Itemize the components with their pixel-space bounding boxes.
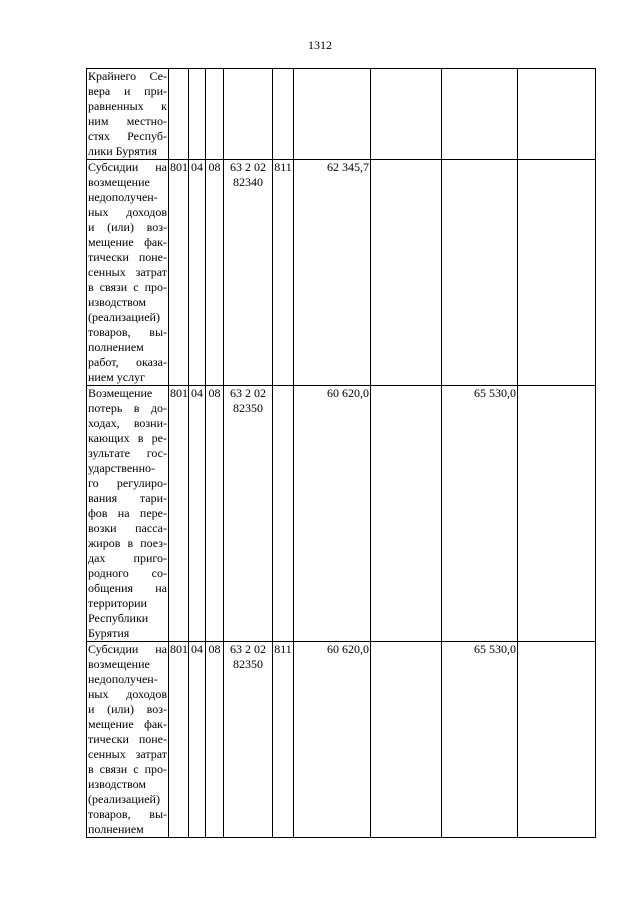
table-row — [87, 642, 596, 838]
table-row — [87, 386, 596, 642]
row-name-line: тически поне- — [88, 250, 167, 264]
row-name-line: Республики — [88, 611, 149, 625]
subsection-code-cell: 08 — [206, 642, 224, 838]
row-name-line: работ, оказа- — [88, 355, 167, 369]
amount-cell-3: 65 530,0 — [442, 642, 518, 838]
amount-cell-2 — [371, 386, 442, 642]
amount-cell-4 — [518, 69, 596, 160]
row-name-line: Бурятия — [88, 626, 130, 640]
row-name-line: жиров в поез- — [88, 536, 167, 550]
row-name-line: тически поне- — [88, 732, 167, 746]
row-name-line: потерь в до- — [88, 401, 167, 415]
row-name-line: полнением — [88, 340, 144, 354]
ministry-code-cell: 801 — [169, 160, 189, 386]
row-name-line: товаров, вы- — [88, 807, 167, 821]
row-name-line: и (или) воз- — [88, 702, 167, 716]
amount-cell-3 — [442, 69, 518, 160]
section-code-cell: 04 — [189, 642, 206, 838]
ministry-code-cell — [169, 69, 189, 160]
row-name-line: ных доходов — [88, 687, 167, 701]
row-name-line: равненных к — [88, 99, 167, 113]
row-name-line: и (или) воз- — [88, 220, 167, 234]
row-name-line: Субсидии на — [88, 642, 167, 656]
amount-cell-1: 60 620,0 — [294, 642, 371, 838]
row-name-line: территории — [88, 596, 147, 610]
row-name-line: ним местно- — [88, 114, 167, 128]
row-name-line: недополучен- — [88, 672, 158, 686]
row-name-line: изводством — [88, 295, 147, 309]
target-article-cell: 63 2 02 82350 — [224, 642, 273, 838]
row-name-line: зультате гос- — [88, 446, 167, 460]
row-name-line: в связи с про- — [88, 280, 167, 294]
row-name-line: лики Бурятия — [88, 144, 157, 158]
table-row — [87, 160, 596, 386]
row-name-line: (реализацией) — [88, 792, 160, 806]
amount-cell-4 — [518, 642, 596, 838]
row-name-line: полнением — [88, 822, 144, 836]
page-number: 1312 — [308, 38, 332, 52]
row-name-line: вера и при- — [88, 84, 167, 98]
amount-cell-4 — [518, 386, 596, 642]
row-name-line: Субсидии на — [88, 160, 167, 174]
row-name-line: ных доходов — [88, 205, 167, 219]
row-name-cell — [87, 386, 169, 642]
row-name-line: Возмещение — [88, 386, 153, 400]
row-name-line: недополучен- — [88, 190, 158, 204]
expense-type-cell — [273, 69, 294, 160]
row-name-line: дах приго- — [88, 551, 167, 565]
row-name-line: сенных затрат — [88, 265, 167, 279]
section-code-cell: 04 — [189, 386, 206, 642]
target-article-cell: 63 2 02 82340 — [224, 160, 273, 386]
amount-cell-2 — [371, 69, 442, 160]
row-name-line: Крайнего Се- — [88, 69, 167, 83]
table-row — [87, 69, 596, 160]
amount-cell-3 — [442, 160, 518, 386]
row-name-line: нием услуг — [88, 370, 145, 384]
row-name-cell — [87, 69, 169, 160]
expense-type-cell: 811 — [273, 160, 294, 386]
ministry-code-cell: 801 — [169, 386, 189, 642]
row-name-line: сенных затрат — [88, 747, 167, 761]
subsection-code-cell — [206, 69, 224, 160]
row-name-line: в связи с про- — [88, 762, 167, 776]
section-code-cell: 04 — [189, 160, 206, 386]
amount-cell-1 — [294, 69, 371, 160]
row-name-line: го регулиро- — [88, 476, 167, 490]
budget-table — [86, 68, 596, 838]
row-name-line: общения на — [88, 581, 167, 595]
expense-type-cell: 811 — [273, 642, 294, 838]
expense-type-cell — [273, 386, 294, 642]
row-name-line: мещение фак- — [88, 717, 167, 731]
amount-cell-4 — [518, 160, 596, 386]
row-name-line: мещение фак- — [88, 235, 167, 249]
row-name-line: ударственно- — [88, 461, 156, 475]
target-article-cell: 63 2 02 82350 — [224, 386, 273, 642]
row-name-line: стях Респуб- — [88, 129, 167, 143]
row-name-line: ходах, возни- — [88, 416, 167, 430]
row-name-line: изводством — [88, 777, 147, 791]
row-name-line: вания тари- — [88, 491, 167, 505]
subsection-code-cell: 08 — [206, 160, 224, 386]
table-body — [87, 69, 596, 838]
row-name-line: родного со- — [88, 566, 167, 580]
section-code-cell — [189, 69, 206, 160]
row-name-line: возмещение — [88, 175, 150, 189]
amount-cell-3: 65 530,0 — [442, 386, 518, 642]
row-name-line: возки пасса- — [88, 521, 167, 535]
row-name-line: кающих в ре- — [88, 431, 167, 445]
target-article-cell — [224, 69, 273, 160]
amount-cell-1: 60 620,0 — [294, 386, 371, 642]
row-name-line: возмещение — [88, 657, 150, 671]
row-name-cell — [87, 160, 169, 386]
subsection-code-cell: 08 — [206, 386, 224, 642]
row-name-cell — [87, 642, 169, 838]
row-name-line: фов на пере- — [88, 506, 167, 520]
amount-cell-2 — [371, 642, 442, 838]
row-name-line: (реализацией) — [88, 310, 160, 324]
row-name-line: товаров, вы- — [88, 325, 167, 339]
amount-cell-2 — [371, 160, 442, 386]
ministry-code-cell: 801 — [169, 642, 189, 838]
amount-cell-1: 62 345,7 — [294, 160, 371, 386]
